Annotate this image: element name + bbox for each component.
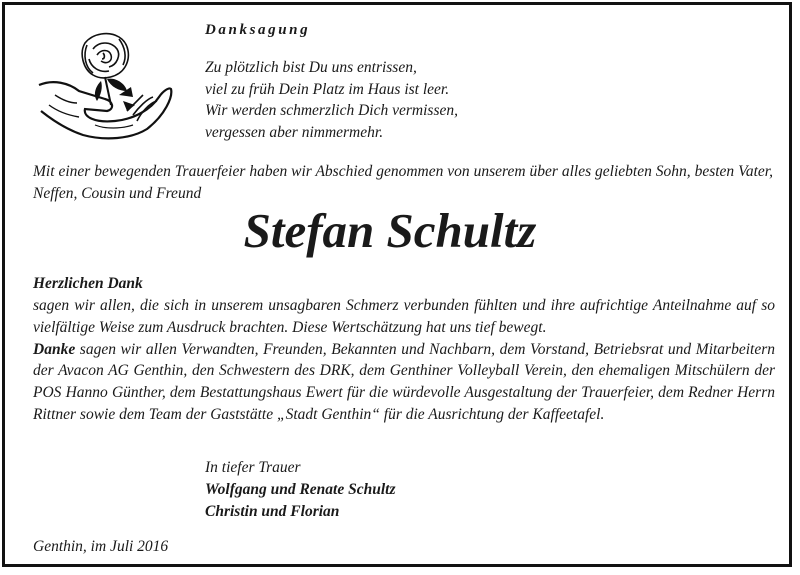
mourners-signature: [205, 457, 396, 522]
deceased-name: Stefan Schultz: [243, 203, 537, 258]
thanks-paragraph: [33, 339, 775, 426]
thanks-heading: Herzlichen Dank: [33, 275, 143, 292]
thanks-paragraph: sagen wir allen, die sich in unserem unsagbaren Schmerz verbunden fühlten und ihre aufrichtige Anteilnahme auf so vielfältige Weise zum Ausdruck brachten. Diese Wertschätzung hat uns tief bewegt.: [33, 297, 775, 336]
mourner-names: Christin und Florian: [205, 502, 340, 520]
thanks-lead-word: Danke: [33, 340, 76, 358]
thanks-paragraph-text: sagen wir allen Verwandten, Freunden, Bekannten und Nachbarn, dem Vorstand, Betriebsrat und Mitarbeitern der Avacon AG Genthin, den Schwestern des DRK, dem Genthiner Volleyball Verein, den ehemaligen Mitschülern der POS Hanno Günther, dem Bestattungshaus Ewert für die würdevolle Ausgestaltung der Trauerfeier, dem Redner Herrn Rittner sowie dem Team der Gaststätte „Stadt Genthin“ für die Ausrichtung der Kaffeetafel.: [33, 340, 775, 423]
memorial-poem: [205, 57, 458, 143]
poem-line: Wir werden schmerzlich Dich vermissen,: [205, 102, 458, 120]
obituary-notice: [2, 2, 792, 567]
notice-heading: Danksagung: [205, 22, 311, 38]
poem-line: viel zu früh Dein Platz im Haus ist leer.: [205, 80, 450, 98]
place-and-date: Genthin, im Juli 2016: [33, 538, 169, 555]
poem-line: Zu plötzlich bist Du uns entrissen,: [205, 59, 417, 76]
deceased-name-container: [5, 201, 795, 261]
rose-in-hands-icon: [35, 25, 173, 143]
mourner-names: Wolfgang und Renate Schultz: [205, 480, 396, 498]
mourning-intro: In tiefer Trauer: [205, 459, 301, 476]
farewell-intro: Mit einer bewegenden Trauerfeier haben wir Abschied genommen von unserem über alles geliebten Sohn, besten Vater, Neffen, Cousin und Freund: [33, 163, 773, 202]
thanks-body: [33, 295, 775, 426]
poem-line: vergessen aber nimmermehr.: [205, 123, 384, 141]
